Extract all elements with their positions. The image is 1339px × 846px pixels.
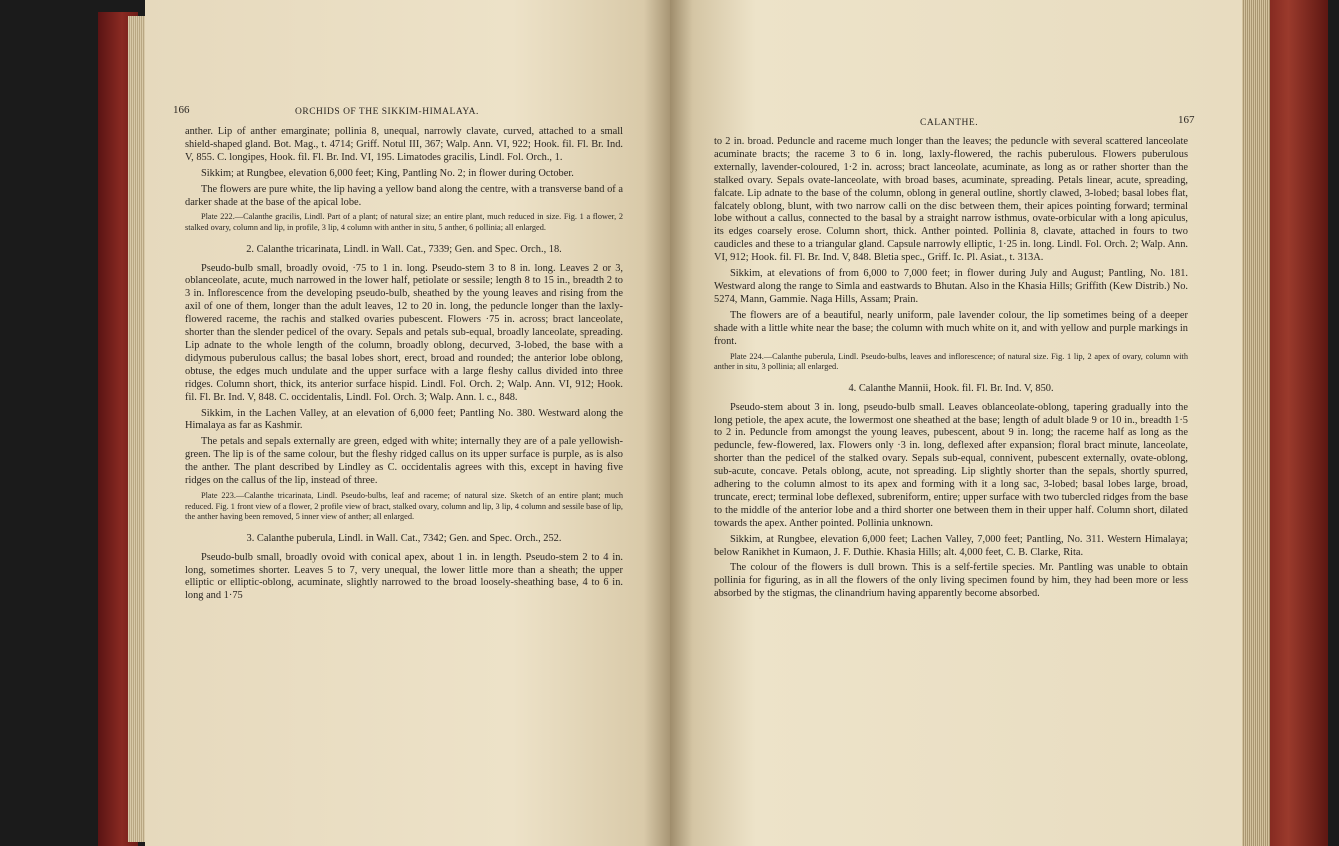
left-page [145, 0, 670, 846]
left-page-text [185, 126, 623, 606]
page-edges-right [1240, 0, 1270, 846]
paragraph: Pseudo-bulb small, broadly ovoid, ·75 to 1 in. long. Pseudo-stem 3 to 8 in. long. Leaves 2 or 3, oblanceolate, acute, much narrowed in the lower half, petiolate or sessile; length 8 to 15 in., breadth 2 to 3 in. Inflorescence from the developing pseudo-bulb, sheathed by the young leaves and rising from the axil of one of them, longer than the adult leaves, 12 to 20 in. long, the peduncle longer than the laxly-flowered raceme, the rachis and stalked ovaries pubescent. Flowers ·75 in. across; bract lanceolate, shorter than the slender pedicel of the ovary. Sepals and petals sub-equal, broadly lanceolate, spreading. Lip adnate to the whole length of the column, broadly oblong, decurved, 3-lobed, the base with a didymous puberulous callus; the basal lobes short, erect, broad and rounded; the anterior lobe oblong, obtuse, the edges much undulate and the upper surface with a large fleshy callus divided into three ridges. Column short, thick, its anterior surface hispid. Lindl. Fol. Orch. 2; Walp. Ann. VI, 912; Hook. fil. Fl. Br. Ind. V, 848. C. occidentalis, Lindl. Fol. Orch. 3; Walp. Ann. l. c., 848. [185, 262, 623, 403]
paragraph: Pseudo-stem about 3 in. long, pseudo-bulb small. Leaves oblanceolate-oblong, tapering gradually into the long petiole, the apex acute, the lowermost one sheathed at the base; length of adult blade 9 or 10 in., breadth 1·5 to 2 in. Peduncle from amongst the young leaves, pubescent, about 9 in. long; the raceme half as long as the peduncle, few-flowered, lax. Flowers only ·3 in. long, deflexed after expansion; floral bract minute, lanceolate, shorter than the pedicel of the stalked ovary. Sepals sub-equal, connivent, pubescent externally, ovate-oblong, sub-acute, concave. Petals oblong, acute, not spreading. Lip slightly shorter than the sepals, shortly spurred, adhering to the column almost to its apex and forming with it a long sac, 3-lobed; basal lobes large, broad, truncate, erect; terminal lobe deflexed, subreniform, entire; upper surface with two tubercled ridges from the base to the middle of the anterior lobe and a third shorter one between them in their upper half. Column short, dilated towards the apex. Anther pointed. Pollinia unknown. [714, 401, 1188, 529]
right-page [670, 0, 1242, 846]
left-page-number: 166 [173, 104, 190, 116]
species-heading: 4. Calanthe Mannii, Hook. fil. Fl. Br. Ind. V, 850. [848, 382, 1054, 394]
paragraph: Pseudo-bulb small, broadly ovoid with conical apex, about 1 in. in length. Pseudo-stem 2 to 4 in. long, sometimes shorter. Leaves 5 to 7, very unequal, the lower little more than a sheath; the upper elliptic or elliptic-oblong, acuminate, slightly narrowed to the broad loosely-sheathing base, 4 to 6 in. long and 1·75 [185, 551, 623, 602]
paragraph: The colour of the flowers is dull brown. This is a self-fertile species. Mr. Pantling was unable to obtain pollinia for figuring, as in all the flowers of the only living specimen found by him, they had been more or less absorbed by the stigmas, the clinandrium having apparently become absorbed. [714, 562, 1188, 600]
paragraph: The flowers are of a beautiful, nearly uniform, pale lavender colour, the lip sometimes being of a deeper shade with a little white near the base; the column with much white on it, and with yellow and purple markings in front. [714, 309, 1188, 347]
right-page-number: 167 [1178, 114, 1195, 126]
paragraph: anther. Lip of anther emarginate; pollinia 8, unequal, narrowly clavate, curved, attached to a small shield-shaped gland. Bot. Mag., t. 4714; Griff. Notul III, 367; Walp. Ann. VI, 922; Hook. fil. Fl. Br. Ind. V, 855. C. longipes, Hook. fil. Fl. Br. Ind. VI, 195. Limatodes gracilis, Lindl. Fol. Orch., 1. [185, 126, 623, 163]
paragraph: to 2 in. broad. Peduncle and raceme much longer than the leaves; the peduncle with several scattered lanceolate acuminate bracts; the raceme 3 to 6 in. long, laxly-flowered, the rachis puberulous. Flowers puberulous externally, lavender-coloured, 1·2 in. across; bract lanceolate, acuminate, as long as or rather shorter than the stalked ovary. Sepals ovate-lanceolate, with broad bases, acuminate, spreading. Petals linear, acute, spreading, falcate. Lip adnate to the base of the column, oblong in general outline, shortly clawed, 3-lobed; basal lobes flat, falcately oblong, blunt, with two narrow calli on the disc between them, their apices pointing forward; terminal lobe without a callus, connected to the basal by a straight narrow isthmus, ovate-orbicular with a long apiculus, its edges coarsely erose. Column short, thick. Anther pointed. Pollinia 8, clavate, attached in fours to two caudicles and these to a triangular gland. Capsule narrowly elliptic, 1·25 in. long. Lindl. Fol. Orch. 2; Walp. Ann. VI, 912; Hook. fil. Fl. Br. Ind. V, 848. Bletia spec., Griff. Ic. Pl. Asiat., t. 313A. [714, 136, 1188, 264]
plate-caption: Plate 224.—Calanthe puberula, Lindl. Pseudo-bulbs, leaves and inflorescence; of natural size. Fig. 1 lip, 2 apex of ovary, column with anther in situ, 3 pollinia; all enlarged. [714, 351, 1188, 372]
right-page-text [714, 136, 1188, 604]
left-running-head: ORCHIDS OF THE SIKKIM-HIMALAYA. [295, 107, 479, 117]
paragraph: The petals and sepals externally are green, edged with white; internally they are of a pale yellowish-green. The lip is of the same colour, but the fleshy ridged callus on its upper surface is purple, as is also the anther. The plant described by Lindley as C. occidentalis agrees with this, except in having five ridges on the callus of the lip, instead of three. [185, 436, 623, 487]
paragraph: Sikkim; at Rungbee, elevation 6,000 feet; King, Pantling No. 2; in flower during October. [201, 167, 574, 179]
species-heading: 3. Calanthe puberula, Lindl. in Wall. Cat., 7342; Gen. and Spec. Orch., 252. [246, 532, 562, 544]
right-running-head: CALANTHE. [920, 118, 979, 128]
species-heading: 2. Calanthe tricarinata, Lindl. in Wall. Cat., 7339; Gen. and Spec. Orch., 18. [246, 243, 562, 255]
paragraph: Sikkim, at elevations of from 6,000 to 7,000 feet; in flower during July and August; Pantling, No. 181. Westward along the range to Simla and eastwards to Bhutan. Also in the Khasia Hills; Griffith (Kew Distrib.) No. 5274, Mann, Gammie. Naga Hills, Assam; Prain. [714, 268, 1188, 305]
paragraph: The flowers are pure white, the lip having a yellow band along the centre, with a transverse band of a darker shade at the base of the apical lobe. [185, 183, 623, 208]
book-cover-right [1262, 0, 1328, 846]
plate-caption: Plate 223.—Calanthe tricarinata, Lindl. Pseudo-bulbs, leaf and raceme; of natural size. Sketch of an entire plant; much reduced. Fig. 1 front view of a flower, 2 profile view of bract, stalked ovary, column and lip, 3 lip, 4 column and sessile base of lip, the anther having been removed, 5 inner view of anther; all enlarged. [185, 490, 623, 522]
paragraph: Sikkim, in the Lachen Valley, at an elevation of 6,000 feet; Pantling No. 380. Westward along the Himalaya as far as Kashmir. [185, 407, 623, 432]
plate-caption: Plate 222.—Calanthe gracilis, Lindl. Part of a plant; of natural size; an entire plant, much reduced in size. Fig. 1 a flower, 2 stalked ovary, column and lip, in profile, 3 lip, 4 column with anther in situ, 5 anther, 6 pollinia; all enlarged. [185, 212, 623, 233]
paragraph: Sikkim, at Rungbee, elevation 6,000 feet; Lachen Valley, 7,000 feet; Pantling, No. 311. Western Himalaya; below Ranikhet in Kumaon, J. F. Duthie. Khasia Hills; alt. 4,000 feet, C. B. Clarke, Rita. [714, 533, 1188, 558]
